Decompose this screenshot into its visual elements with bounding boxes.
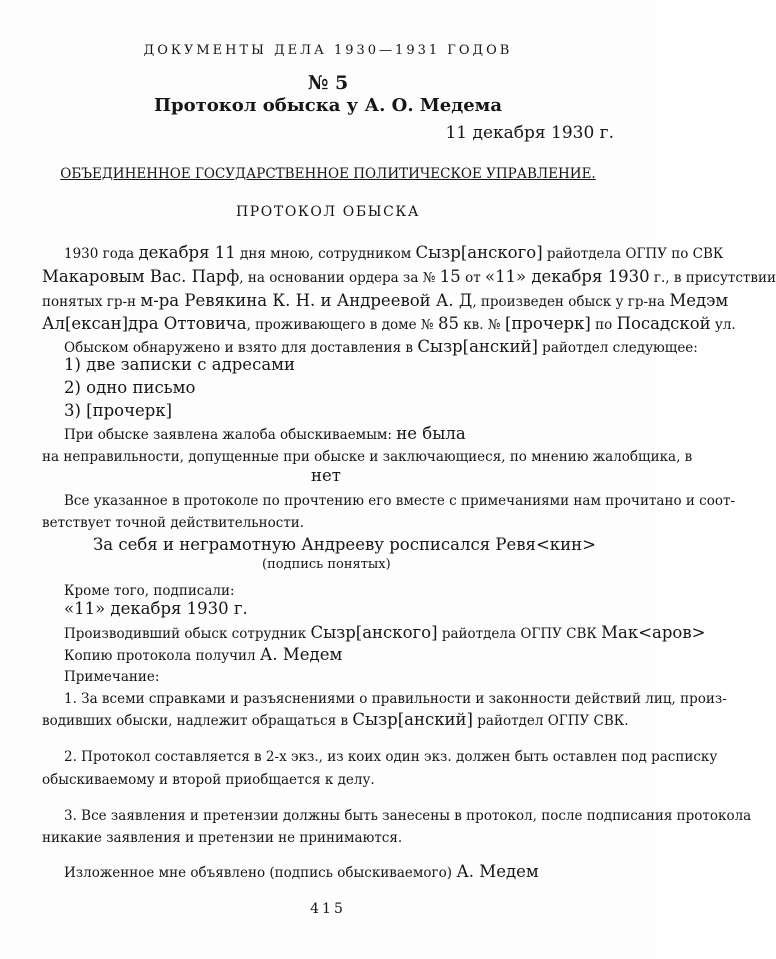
note-2-line-1: 2. Протокол составляется в 2-х экз., из коих один экз. должен быть оставлен под расписку <box>64 749 718 765</box>
document-date: 11 декабря 1930 г. <box>445 123 614 143</box>
announced-line: Изложенное мне объявлено (подпись обыскиваемого) А. Медем <box>64 862 539 881</box>
organization-heading: ОБЪЕДИНЕННОЕ ГОСУДАРСТВЕННОЕ ПОЛИТИЧЕСКОЕ УПРАВЛЕНИЕ. <box>60 166 596 182</box>
found-item-3: 3) [прочерк] <box>64 401 173 420</box>
read-line-1: Все указанное в протоколе по прочтению его вместе с примечаниями нам прочитано и соот- <box>64 493 736 509</box>
intro-line-3: понятых гр-н м-ра Ревякина К. Н. и Андреевой А. Д, произведен обыск у гр-на Медэм <box>42 291 729 310</box>
note-1-line-2: водивших обыски, надлежит обращаться в Сызр[анский] райотдел ОГПУ СВК. <box>42 710 629 729</box>
complaint-value: нет <box>311 466 341 485</box>
document-number: № 5 <box>307 72 349 94</box>
note-1-line-1: 1. За всеми справками и разъяснениями о правильности и законности действий лиц, произ- <box>64 691 727 707</box>
also-signed-label: Кроме того, подписали: <box>64 583 235 599</box>
complaint-line-2: на неправильности, допущенные при обыске и заключающиеся, по мнению жалобщика, в <box>42 449 693 465</box>
intro-line-1: 1930 года декабря 11 дня мною, сотрудником Сызр[анского] райотдела ОГПУ по СВК <box>64 243 724 262</box>
note-3-line-1: 3. Все заявления и претензии должны быть занесены в протокол, после подписания протокола <box>64 808 752 824</box>
running-header: ДОКУМЕНТЫ ДЕЛА 1930—1931 ГОДОВ <box>143 43 513 58</box>
witness-signature-line: За себя и неграмотную Андрееву росписался Ревя<кин> <box>93 535 596 554</box>
sign-date: «11» декабря 1930 г. <box>64 599 248 618</box>
witness-signature-caption: (подпись понятых) <box>262 557 391 572</box>
page-number: 415 <box>310 901 346 917</box>
found-item-1: 1) две записки с адресами <box>64 355 295 374</box>
document-title: Протокол обыска у А. О. Медема <box>154 95 502 116</box>
officer-line: Производивший обыск сотрудник Сызр[анского] райотдела ОГПУ СВК Мак<аров> <box>64 623 706 642</box>
copy-received-line: Копию протокола получил А. Медем <box>64 645 343 664</box>
intro-line-4: Ал[ексан]дра Оттовича, проживающего в доме № 85 кв. № [прочерк] по Посадской ул. <box>42 314 736 333</box>
intro-line-2: Макаровым Вас. Парф, на основании ордера за № 15 от «11» декабря 1930 г., в присутствии <box>42 267 776 286</box>
complaint-line: При обыске заявлена жалоба обыскиваемым: не была <box>64 424 466 443</box>
protocol-title: ПРОТОКОЛ ОБЫСКА <box>235 204 421 220</box>
note-3-line-2: никакие заявления и претензии не принимаются. <box>42 830 403 846</box>
note-2-line-2: обыскиваемому и второй приобщается к делу. <box>42 772 375 788</box>
read-line-2: ветствует точной действительности. <box>42 515 305 531</box>
note-label: Примечание: <box>64 669 160 685</box>
found-item-2: 2) одно письмо <box>64 378 196 397</box>
found-line: Обыском обнаружено и взято для доставления в Сызр[анский] райотдел следующее: <box>64 337 698 356</box>
